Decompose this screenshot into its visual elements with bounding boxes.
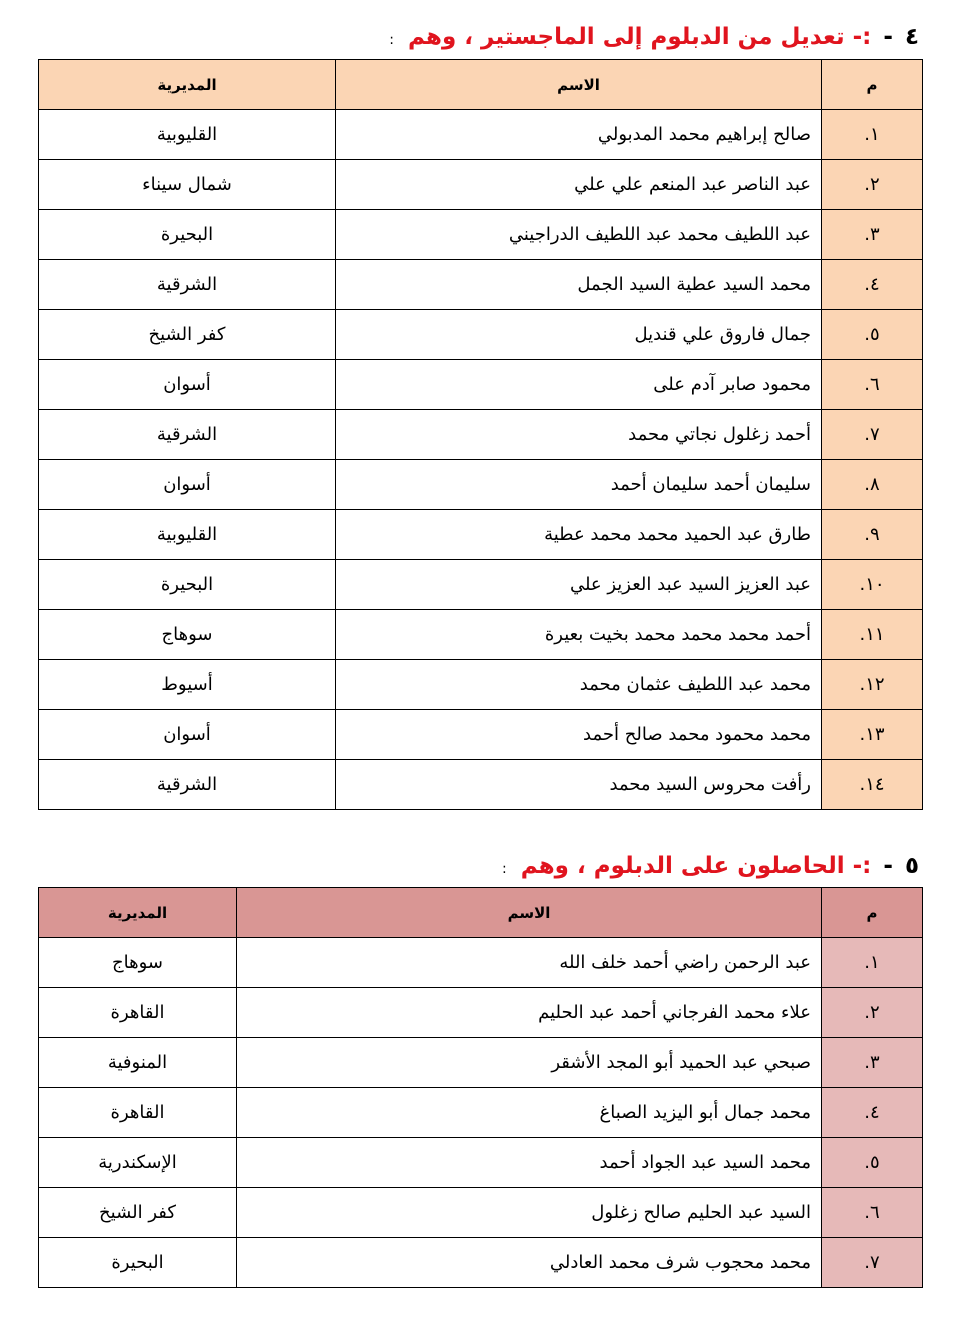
header-index: م (822, 888, 923, 938)
table-row (39, 310, 923, 360)
table-row (39, 1138, 923, 1188)
row-index: ١٢. (822, 660, 923, 710)
row-name: صبحي عبد الحميد أبو المجد الأشقر (237, 1038, 822, 1088)
table-row (39, 1188, 923, 1238)
row-directorate: القاهرة (39, 1088, 237, 1138)
row-name: صالح إبراهيم محمد المدبولي (336, 110, 822, 160)
table-row (39, 710, 923, 760)
row-index: ٩. (822, 510, 923, 560)
row-name: محمد السيد عطية السيد الجمل (336, 260, 822, 310)
row-index: ٣. (822, 210, 923, 260)
section-5-number: ٥ (904, 853, 919, 879)
section-5-dash: - (883, 853, 893, 879)
row-name: عبد اللطيف محمد عبد اللطيف الدراجيني (336, 210, 822, 260)
row-name: علاء محمد الفرجاني أحمد عبد الحليم (237, 988, 822, 1038)
row-index: ٣. (822, 1038, 923, 1088)
row-directorate: سوهاج (39, 610, 336, 660)
table-row (39, 1238, 923, 1288)
section-4-colon: : (389, 32, 394, 48)
row-name: محمد السيد عبد الجواد أحمد (237, 1138, 822, 1188)
table-header-row (39, 60, 923, 110)
row-index: ١٣. (822, 710, 923, 760)
row-index: ٧. (822, 410, 923, 460)
row-index: ٤. (822, 1088, 923, 1138)
row-index: ٦. (822, 360, 923, 410)
table-row (39, 760, 923, 810)
row-name: سليمان أحمد سليمان أحمد (336, 460, 822, 510)
header-directorate: المديرية (39, 888, 237, 938)
row-index: ١. (822, 938, 923, 988)
row-directorate: الإسكندرية (39, 1138, 237, 1188)
row-index: ٧. (822, 1238, 923, 1288)
row-index: ١١. (822, 610, 923, 660)
table-row (39, 660, 923, 710)
table-row (39, 1038, 923, 1088)
row-directorate: البحيرة (39, 560, 336, 610)
table-row (39, 360, 923, 410)
row-name: محمد محمود محمد صالح أحمد (336, 710, 822, 760)
header-directorate: المديرية (39, 60, 336, 110)
row-name: رأفت محروس السيد محمد (336, 760, 822, 810)
row-directorate: القليوبية (39, 110, 336, 160)
section-4-heading (389, 24, 919, 50)
row-directorate: أسوان (39, 460, 336, 510)
row-index: ١. (822, 110, 923, 160)
section-5-colon: : (501, 861, 507, 877)
row-directorate: سوهاج (39, 938, 237, 988)
row-directorate: المنوفية (39, 1038, 237, 1088)
row-directorate: القليوبية (39, 510, 336, 560)
row-name: محمد محجوب شرف محمد العادلي (237, 1238, 822, 1288)
section-5-table (38, 887, 923, 1288)
row-name: عبد الناصر عبد المنعم علي علي (336, 160, 822, 210)
table-row (39, 1088, 923, 1138)
row-index: ٦. (822, 1188, 923, 1238)
row-directorate: القاهرة (39, 988, 237, 1038)
row-directorate: كفر الشيخ (39, 310, 336, 360)
row-directorate: أسيوط (39, 660, 336, 710)
row-name: محمد جمال أبو اليزيد الصباغ (237, 1088, 822, 1138)
row-directorate: أسوان (39, 710, 336, 760)
table-row (39, 410, 923, 460)
header-name: الاسم (336, 60, 822, 110)
row-name: السيد عبد الحليم صالح زغلول (237, 1188, 822, 1238)
table-row (39, 938, 923, 988)
row-index: ٥. (822, 310, 923, 360)
row-name: طارق عبد الحميد محمد محمد عطية (336, 510, 822, 560)
row-index: ٢. (822, 988, 923, 1038)
section-5-heading (502, 853, 919, 879)
section-4-dash: - (883, 24, 893, 50)
table-row (39, 160, 923, 210)
row-name: عبد العزيز السيد عبد العزيز علي (336, 560, 822, 610)
row-name: أحمد زغلول نجاتي محمد (336, 410, 822, 460)
header-name: الاسم (237, 888, 822, 938)
row-name: محمد عبد اللطيف عثمان محمد (336, 660, 822, 710)
table-row (39, 210, 923, 260)
table-row (39, 460, 923, 510)
row-name: أحمد محمد محمد محمد بخيت بعيرة (336, 610, 822, 660)
table-row (39, 110, 923, 160)
row-name: محمود صابر آدم على (336, 360, 822, 410)
table-row (39, 510, 923, 560)
row-index: ٤. (822, 260, 923, 310)
row-directorate: البحيرة (39, 1238, 237, 1288)
row-name: عبد الرحمن راضي أحمد خلف الله (237, 938, 822, 988)
row-directorate: البحيرة (39, 210, 336, 260)
table-row (39, 260, 923, 310)
row-directorate: الشرقية (39, 410, 336, 460)
table-row (39, 988, 923, 1038)
row-index: ٨. (822, 460, 923, 510)
table-row (39, 560, 923, 610)
row-name: جمال فاروق علي قنديل (336, 310, 822, 360)
table-row (39, 610, 923, 660)
row-directorate: أسوان (39, 360, 336, 410)
header-index: م (822, 60, 923, 110)
row-index: ١٠. (822, 560, 923, 610)
row-directorate: الشرقية (39, 760, 336, 810)
section-4-table (38, 59, 923, 810)
row-index: ١٤. (822, 760, 923, 810)
row-directorate: الشرقية (39, 260, 336, 310)
table-header-row (39, 888, 923, 938)
section-4-title: :- تعديل من الدبلوم إلى الماجستير ، وهم (408, 24, 872, 50)
row-directorate: كفر الشيخ (39, 1188, 237, 1238)
section-4-number: ٤ (904, 24, 919, 50)
section-5-title: :- الحاصلون على الدبلوم ، وهم (520, 853, 872, 879)
row-index: ٥. (822, 1138, 923, 1188)
row-index: ٢. (822, 160, 923, 210)
row-directorate: شمال سيناء (39, 160, 336, 210)
